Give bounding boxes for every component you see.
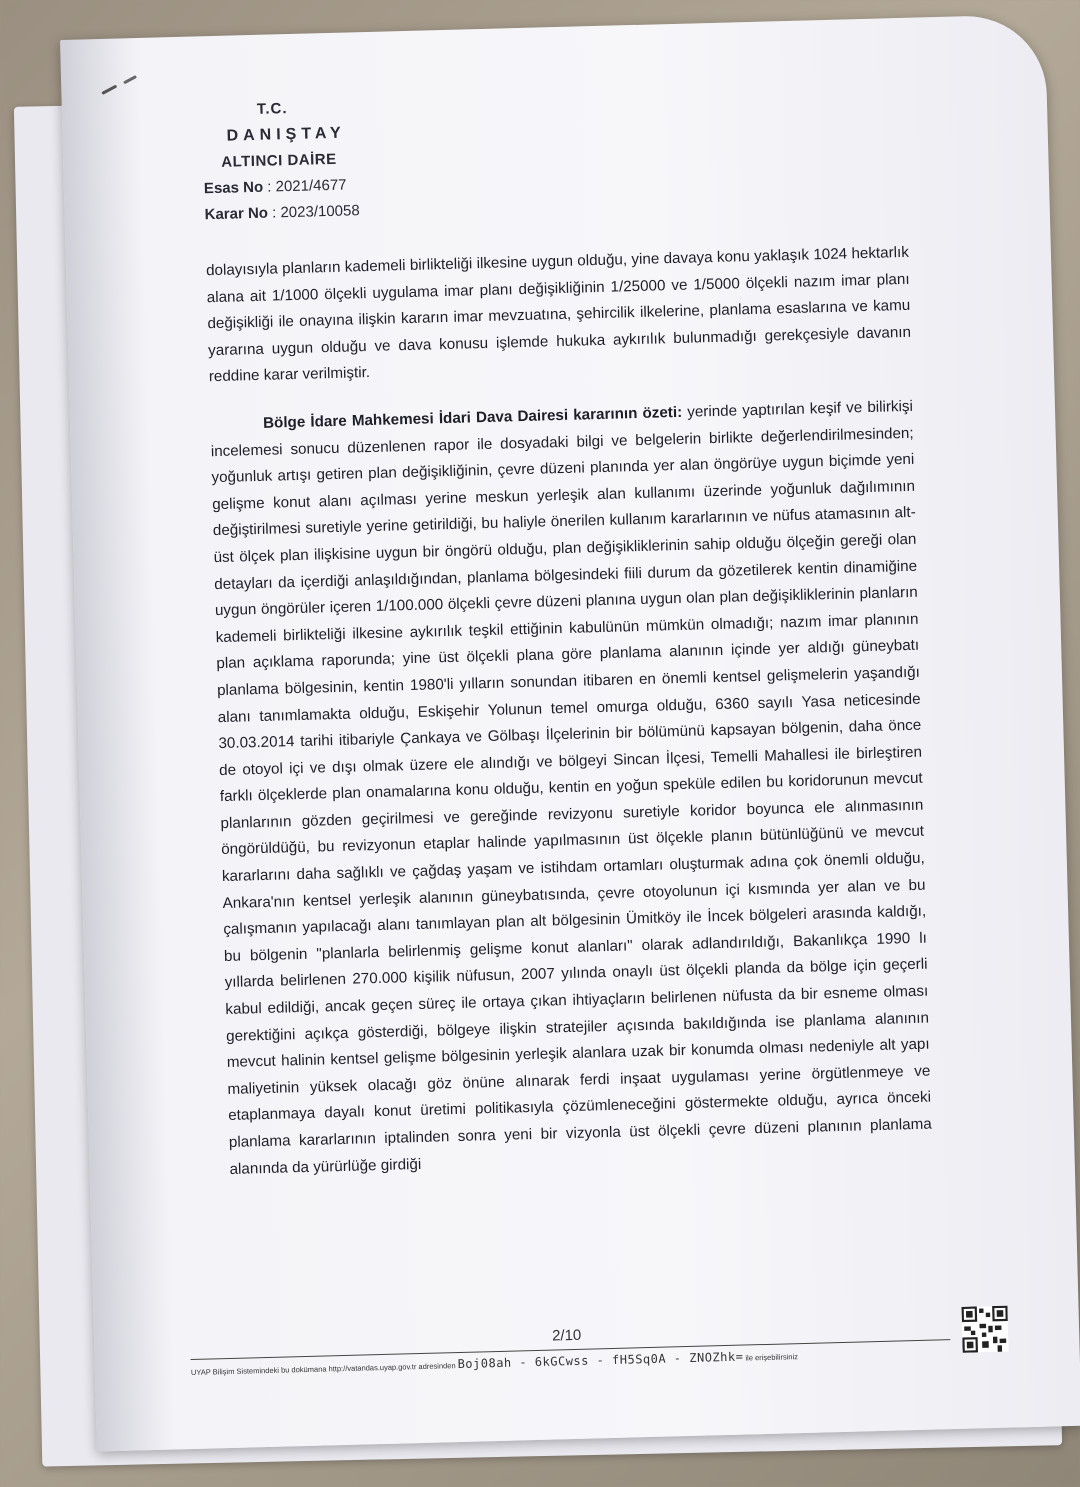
- karar-value: : 2023/10058: [271, 202, 360, 222]
- header-department: ALTINCI DAİRE: [221, 150, 337, 171]
- header-court: DANIŞTAY: [226, 124, 346, 145]
- document-header: [202, 94, 360, 228]
- footer-text-after: ile erişebilirsiniz: [743, 1352, 799, 1363]
- document-page: [60, 14, 1080, 1451]
- footer-text-before: UYAP Bilişim Sistemindeki bu dokümana http://vatandas.uyap.gov.tr adresinden: [190, 1361, 458, 1378]
- header-tc: T.C.: [256, 100, 288, 118]
- paragraph-2-text: yerinde yaptırılan keşif ve bilirkişi incelemesi sonucu düzenlenen rapor ile dosyadaki bilgi ve belgelerin birlikte değerlendirilmesinden; yoğunluk artışı getiren plan değişikliğinin, çevre düzeni planında yer alan öngörüye uygun biçimde yeni gelişme konut alanı açılması yerine meskun yerleşik alan kullanımı üzerinde yoğunluk dağılımının değiştirilmesi suretiyle yerine getirildiği, bu haliyle önerilen kullanım kararlarının ve nüfus atamasının alt-üst ölçek plan ilişkisine uygun bir öngörü olduğu, plan değişikliklerinin sahip olduğu ölçeğin gereği olan detayları da içerdiği anlaşıldığından, planlama bölgesindeki fiili durum da gözetilerek kentin dinamiğine uygun öngörüler içeren 1/100.000 ölçekli çevre düzeni planına uygun olan plan değişikliklerinin planların kademeli birlikteliği ilkesine aykırılık teşkil ettiğinin kabulünün mümkün olmadığı; nazım imar planının plan açıklama raporunda; yine üst ölçekli plana göre planlama alanının içinde yer aldığı güneybatı planlama bölgesinin, kentin 1980'li yılların sonundan itibaren en önemli kentsel gelişmelerin yaşandığı alanı tanımlamakta olduğu, Eskişehir Yolunun temel omurga olduğu, 6360 sayılı Yasa neticesinde 30.03.2014 tarihi itibariyle Çankaya ve Gölbaşı İlçelerinin bir bölümünü kapsayan bölgenin, daha önce de otoyol içi ve dışı olmak üzere ele alındığı ve bölgeyi Sincan İlçesi, Temelli Mahallesi ile birleştiren farklı ölçeklerde plan onamalarına konu olduğu, kentin en yoğun speküle edilen bu koridorunun mevcut planlarının gözden geçirilmesi ve gereğinde revizyonu suretiyle koridor boyunca ele alınmasının öngörüldüğü, bu revizyonun etaplar halinde yapılmasının üst ölçekle planın bütünlüğünü ve mevcut kararlarını daha sağlıklı ve çağdaş yaşam ve istihdam ortamları oluşturmak adına çok önemli olduğu, Ankara'nın kentsel yerleşik alanının güneybatısında, çevre otoyolunun içi kısmında yer alan ve bu çalışmanın yapılacağı alanı tanımlayan plan alt bölgesinin Ümitköy ile İncek bölgeleri arasında kaldığı, bu bölgenin "planlarla belirlenmiş gelişme konut alanları" olarak adlandırıldığı, Bakanlıkça 1990 lı yıllarda belirlenen 270.000 kişilik nüfusun, 2007 yılında onaylı üst ölçekli planda da bölge için geçerli kabul edildiği, ancak geçen süreç ile ortaya çıkan ihtiyaçların belirlenen nüfusta da bir esneme olması gerektiğini açıkça gösterdiği, bölgeye ilişkin stratejiler açısında bakıldığında ise planlama alanının mevcut halinin kentsel gelişme bölgesinin yerleşik alanlara uzak bir konumda olması nedeniyle alt yapı maliyetinin yüksek olacağı göz önüne alınarak ferdi inşaat uygulaması yerine örgütlenmeye ve etaplanmaya dayalı konut üretimi politikasıyla çözümleneceğini göstermekte olduğu, ayrıca önceki planlama kararlarının iptalinden sonra yeni bir vizyonla üst ölçekli çevre düzeni planının planlama alanında da yürürlüğe girdiği: [210, 397, 932, 1178]
- karar-label: Karar No: [204, 204, 269, 224]
- footer-access-code: Boj08ah - 6kGCwss - fH5Sq0A - ZNOZhk=: [457, 1349, 744, 1372]
- page-number: 2/10: [551, 1326, 582, 1345]
- esas-value: : 2021/4677: [267, 176, 347, 196]
- paragraph-2-heading: Bölge İdare Mahkemesi İdari Dava Dairesi kararının özeti:: [262, 403, 683, 432]
- esas-label: Esas No: [203, 178, 264, 198]
- karar-number: [204, 198, 360, 228]
- paragraph-2: [210, 394, 933, 1183]
- qr-code-icon: [961, 1306, 1008, 1353]
- paragraph-1: dolayısıyla planların kademeli birlikteliği ilkesine uygun olduğu, yine davaya konu yaklaşık 1024 hektarlık alana ait 1/1000 ölçekli uygulama imar planı değişikliğinin 1/25000 ve 1/5000 ölçekli nazım imar planı değişikliği ile onayına ilişkin kararın imar mevzuatına, şehircilik ilkelerine, planlama esaslarına ve kamu yararına uygun olduğu ve dava konusu işlemde hukuka aykırılık bulunmadığı gerekçesiyle davanın reddine karar verilmiştir.: [205, 243, 912, 386]
- document-body: [206, 240, 933, 1183]
- staple-mark-icon: [101, 67, 162, 99]
- esas-number: [204, 172, 360, 202]
